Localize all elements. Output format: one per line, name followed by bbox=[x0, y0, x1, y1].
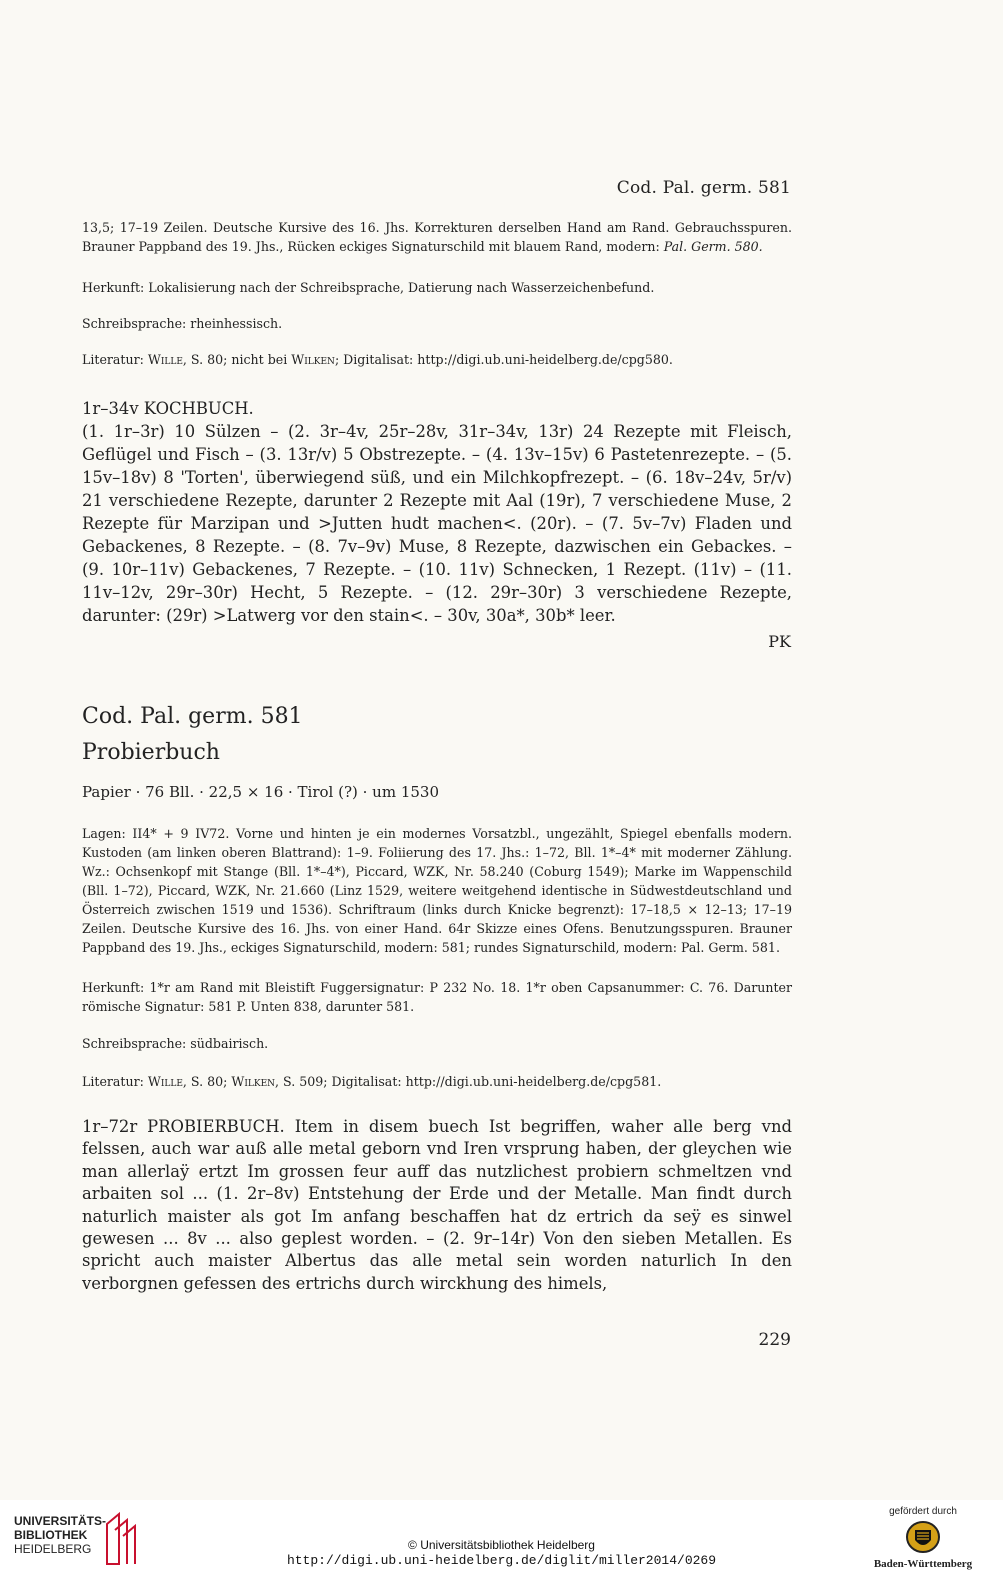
author-initials: PK bbox=[768, 632, 791, 651]
logo-line-1: UNIVERSITÄTS- bbox=[14, 1514, 107, 1528]
entry-meta: Papier · 76 Bll. · 22,5 × 16 · Tirol (?) · um 1530 bbox=[82, 783, 439, 801]
page-number: 229 bbox=[758, 1330, 791, 1350]
author-wille: Wille bbox=[147, 352, 183, 367]
sponsor-label: gefördert durch bbox=[889, 1506, 957, 1517]
literatur-mid: , S. 80; nicht bei bbox=[182, 352, 292, 367]
sponsor-name: Baden-Württemberg bbox=[873, 1558, 973, 1570]
permalink[interactable]: http://digi.ub.uni-heidelberg.de/diglit/miller2014/0269 bbox=[286, 1553, 717, 1568]
entry-herkunft: Herkunft: 1*r am Rand mit Bleistift Fuggersignatur: P 232 No. 18. 1*r oben Capsanummer: C. 76. Darunter römische Signatur: 581 P. Unten 838, darunter 581. bbox=[82, 980, 792, 1014]
kochbuch-content: (1. 1r–3r) 10 Sülzen – (2. 3r–4v, 25r–28v, 31r–34v, 13r) 24 Rezepte mit Fleisch, Geflügel und Fisch – (3. 13r/v) 5 Obstrezepte. – (4. 13v–15v) 6 Pastetenrezepte. – (5. 15v–18v) 8 'Torten', überwiegend süß, und ein Milchkopfrezept. – (6. 18v–24v, 5r/v) 21 verschiedene Rezepte, darunter 2 Rezepte mit Aal (19r), 7 verschiedene Muse, 2 Rezepte für Marzipan und >Jutten hudt machen<. (20r). – (7. 5v–7v) Fladen und Gebackenes, 8 Rezepte. – (8. 7v–9v) Muse, 8 Rezepte, dazwischen ein Gebackes. – (9. 10r–11v) Gebackenes, 7 Rezepte. – (10. 11v) Schnecken, 1 Rezept. (11v) – (11. 11v–12v, 29r–30r) Hecht, 5 Rezepte. – (12. 29r–30r) 3 verschiedene Rezepte, darunter: (29r) >Latwerg vor den stain<. – 30v, 30a*, 30b* leer. bbox=[82, 422, 792, 625]
literatur-link: , S. 509; Digitalisat: http://digi.ub.uni-heidelberg.de/cpg581. bbox=[275, 1074, 662, 1089]
prev-herkunft: Herkunft: Lokalisierung nach der Schreibsprache, Datierung nach Wasserzeichenbefund. bbox=[82, 280, 655, 295]
entry-schreibsprache: Schreibsprache: südbairisch. bbox=[82, 1036, 269, 1051]
entry-literatur bbox=[82, 1072, 792, 1091]
prev-description-text: 13,5; 17–19 Zeilen. Deutsche Kursive des 16. Jhs. Korrekturen derselben Hand am Rand. Gebrauchsspuren. Brauner Pappband des 19. Jhs., Rücken eckiges Signaturschild mit blauem Rand, modern: bbox=[82, 220, 792, 254]
copyright-text: © Universitätsbibliothek Heidelberg bbox=[408, 1538, 595, 1552]
entry-code: Cod. Pal. germ. 581 bbox=[82, 704, 303, 729]
footer-bar bbox=[0, 1500, 1003, 1577]
kochbuch-heading: 1r–34v KOCHBUCH. bbox=[82, 399, 254, 418]
entry-lagen: Lagen: II4* + 9 IV72. Vorne und hinten je ein modernes Vorsatzbl., ungezählt, Spiegel ebenfalls modern. Kustoden (am linken oberen Blattrand): 1–9. Foliierung des 17. Jhs.: 1–72, Bll. 1*–4* mit moderner Zählung. Wz.: Ochsenkopf mit Stange (Bll. 1*–4*), Piccard, WZK, Nr. 58.240 (Coburg 1549); Marke im Wappenschild (Bll. 1–72), Piccard, WZK, Nr. 21.660 (Linz 1529, weitere weitgehend identische in Südwestdeutschland und Österreich zwischen 1519 und 1536). Schriftraum (links durch Knicke begrenzt): 17–18,5 × 12–13; 17–19 Zeilen. Deutsche Kursive des 16. Jhs. von einer Hand. 64r Skizze eines Ofens. Benutzungsspuren. Brauner Pappband des 19. Jhs., eckiges Signaturschild, modern: 581; rundes Signaturschild, modern: Pal. Germ. 581. bbox=[82, 826, 792, 955]
logo-line-3: HEIDELBERG bbox=[14, 1542, 92, 1556]
crest-icon bbox=[905, 1520, 941, 1554]
running-header: Cod. Pal. germ. 581 bbox=[616, 178, 791, 198]
probierbuch-text: Item in disem buech Ist begriffen, waher alle berg vnd felssen, auch war auß alle metal geborn vnd Iren vrsprung haben, der gleychen wie man allerlaÿ ertzt Im grossen feur auff das nutzlichest probiern schmeltzen vnd arbaiten sol ... (1. 2r–8v) Entstehung der Erde und der Metalle. Man findt durch naturlich maister als got Im anfang beschaffen hat dz ertrich da seÿ es sinwel gewesen ... 8v ... also geplest worden. – (2. 9r–14r) Von den sieben Metallen. Es spricht auch maister Albertus das alle metal sein worden naturlich In den verborgnen gefessen des ertrichs durch wirckhung des himels, bbox=[82, 1117, 792, 1293]
probierbuch-heading: 1r–72r PROBIERBUCH. bbox=[82, 1117, 285, 1136]
author-wille: Wille bbox=[147, 1074, 183, 1089]
entry-title: Probierbuch bbox=[82, 740, 220, 765]
probierbuch-content bbox=[82, 1116, 792, 1295]
prev-shelfmark: Pal. Germ. 580. bbox=[663, 239, 763, 254]
literatur-label: Literatur: bbox=[82, 1074, 148, 1089]
literatur-link: ; Digitalisat: http://digi.ub.uni-heidelberg.de/cpg580. bbox=[334, 352, 673, 367]
logo-line-2: BIBLIOTHEK bbox=[14, 1528, 88, 1542]
literatur-mid: , S. 80; bbox=[182, 1074, 232, 1089]
author-wilken: Wilken bbox=[291, 352, 335, 367]
prev-schreibsprache: Schreibsprache: rheinhessisch. bbox=[82, 316, 283, 331]
literatur-label: Literatur: bbox=[82, 352, 148, 367]
prev-literatur bbox=[82, 350, 792, 369]
author-wilken: Wilken bbox=[231, 1074, 276, 1089]
prev-description bbox=[82, 218, 792, 256]
